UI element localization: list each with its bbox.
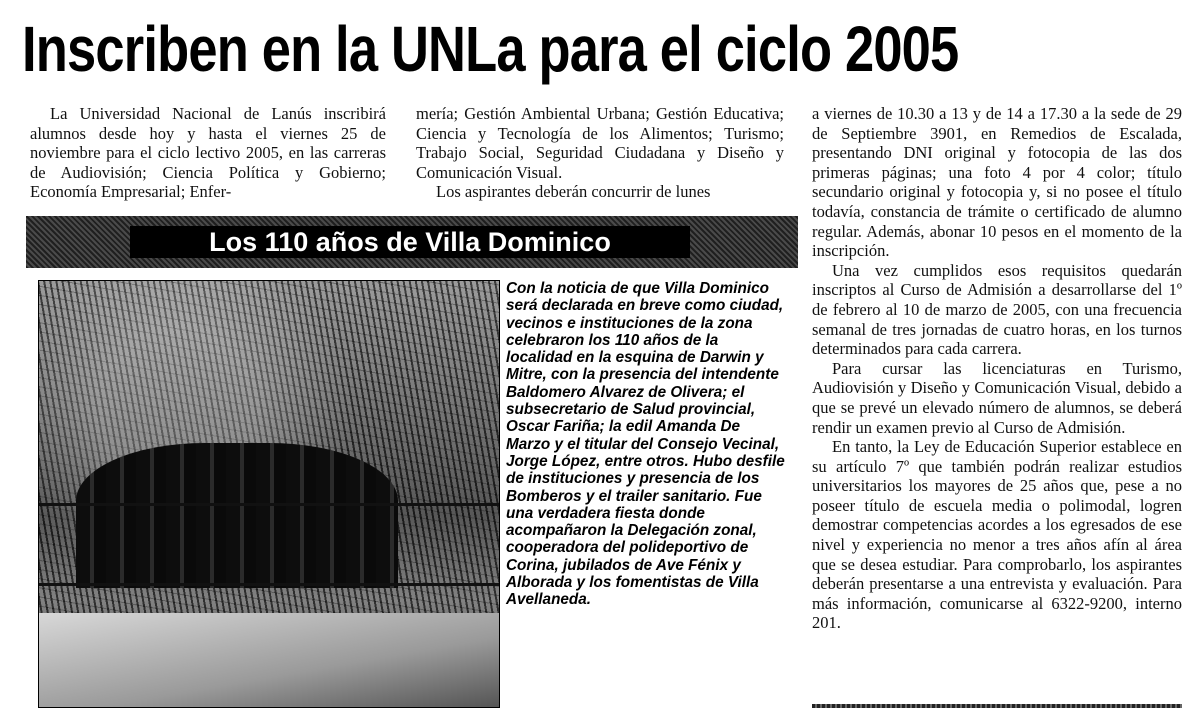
bottom-rule (812, 704, 1182, 708)
photo-crowd (76, 443, 398, 588)
photo-road (39, 613, 499, 707)
article-paragraph: Una vez cumplidos esos requisitos quedarán inscriptos al Curso de Admisión a desarrollarse del 1º de febrero al 10 de marzo de 2005, con una frecuencia semanal de tres jornadas de cuatro horas, en los turnos determinados para cada carrera. (812, 260, 1182, 359)
article-paragraph: En tanto, la Ley de Educación Superior establece en su artículo 7º que también podrán realizar estudios universitarios los mayores de 25 años que, pese a no poseer título de escuela media o polimodal, logren demostrar competencias acordes a los egresados de ese nivel y experiencia no menor a tres años afín al área que se desea estudiar. Para comprobarlo, los aspirantes deberán presentarse a una entrevista y evaluación. Para más información, comunicarse al 6322-9200, interno 201. (812, 437, 1182, 633)
sidebar-title: Los 110 años de Villa Dominico (130, 226, 690, 258)
article-column-1 (30, 104, 386, 202)
sidebar-box (26, 216, 798, 710)
article-paragraph: La Universidad Nacional de Lanús inscribirá alumnos desde hoy y hasta el viernes 25 de noviembre para el ciclo lectivo 2005, en las carreras de Audiovisión; Ciencia Política y Gobierno; Economía Empresarial; Enfer- (30, 104, 386, 202)
photo-railing (39, 583, 499, 586)
article-paragraph: mería; Gestión Ambiental Urbana; Gestión Educativa; Ciencia y Tecnología de los Alimentos; Turismo; Trabajo Social, Seguridad Ciudadana y Diseño y Comunicación Visual. (416, 104, 784, 182)
photo-caption: Con la noticia de que Villa Dominico será declarada en breve como ciudad, vecinos e instituciones de la zona celebraron los 110 años de la localidad en la esquina de Darwin y Mitre, con la presencia del intendente Baldomero Alvarez de Olivera; el subsecretario de Salud provincial, Oscar Fariña; la edil Amanda De Marzo y el titular del Consejo Vecinal, Jorge López, entre otros. Hubo desfile de instituciones y presencia de los Bomberos y el trailer sanitario. Fue una verdadera fiesta donde acompañaron la Delegación zonal, cooperadora del polideportivo de Corina, jubilados de Ave Fénix y Alborada y los fomentistas de Villa Avellaneda. (506, 280, 785, 609)
news-photo (38, 280, 500, 708)
article-column-2 (416, 104, 784, 202)
article-paragraph: a viernes de 10.30 a 13 y de 14 a 17.30 a la sede de 29 de Septiembre 3901, en Remedios de Escalada, presentando DNI original y fotocopia de las dos primeras páginas; una foto 4 por 4 color; título secundario original y fotocopia y, si no posee el título todavía, constancia de trámite o certificado de alumno regular. Además, abonar 10 pesos en el momento de la inscripción. (812, 104, 1182, 261)
article-column-3 (812, 104, 1182, 633)
photo-railing (39, 503, 499, 506)
headline: Inscriben en la UNLa para el ciclo 2005 (22, 13, 959, 85)
article-paragraph: Para cursar las licenciaturas en Turismo, Audiovisión y Diseño y Comunicación Visual, debido a que se prevé un elevado número de alumnos, se deberá rendir un examen previo al Curso de Admisión. (812, 358, 1182, 437)
article-paragraph: Los aspirantes deberán concurrir de lunes (436, 182, 711, 202)
